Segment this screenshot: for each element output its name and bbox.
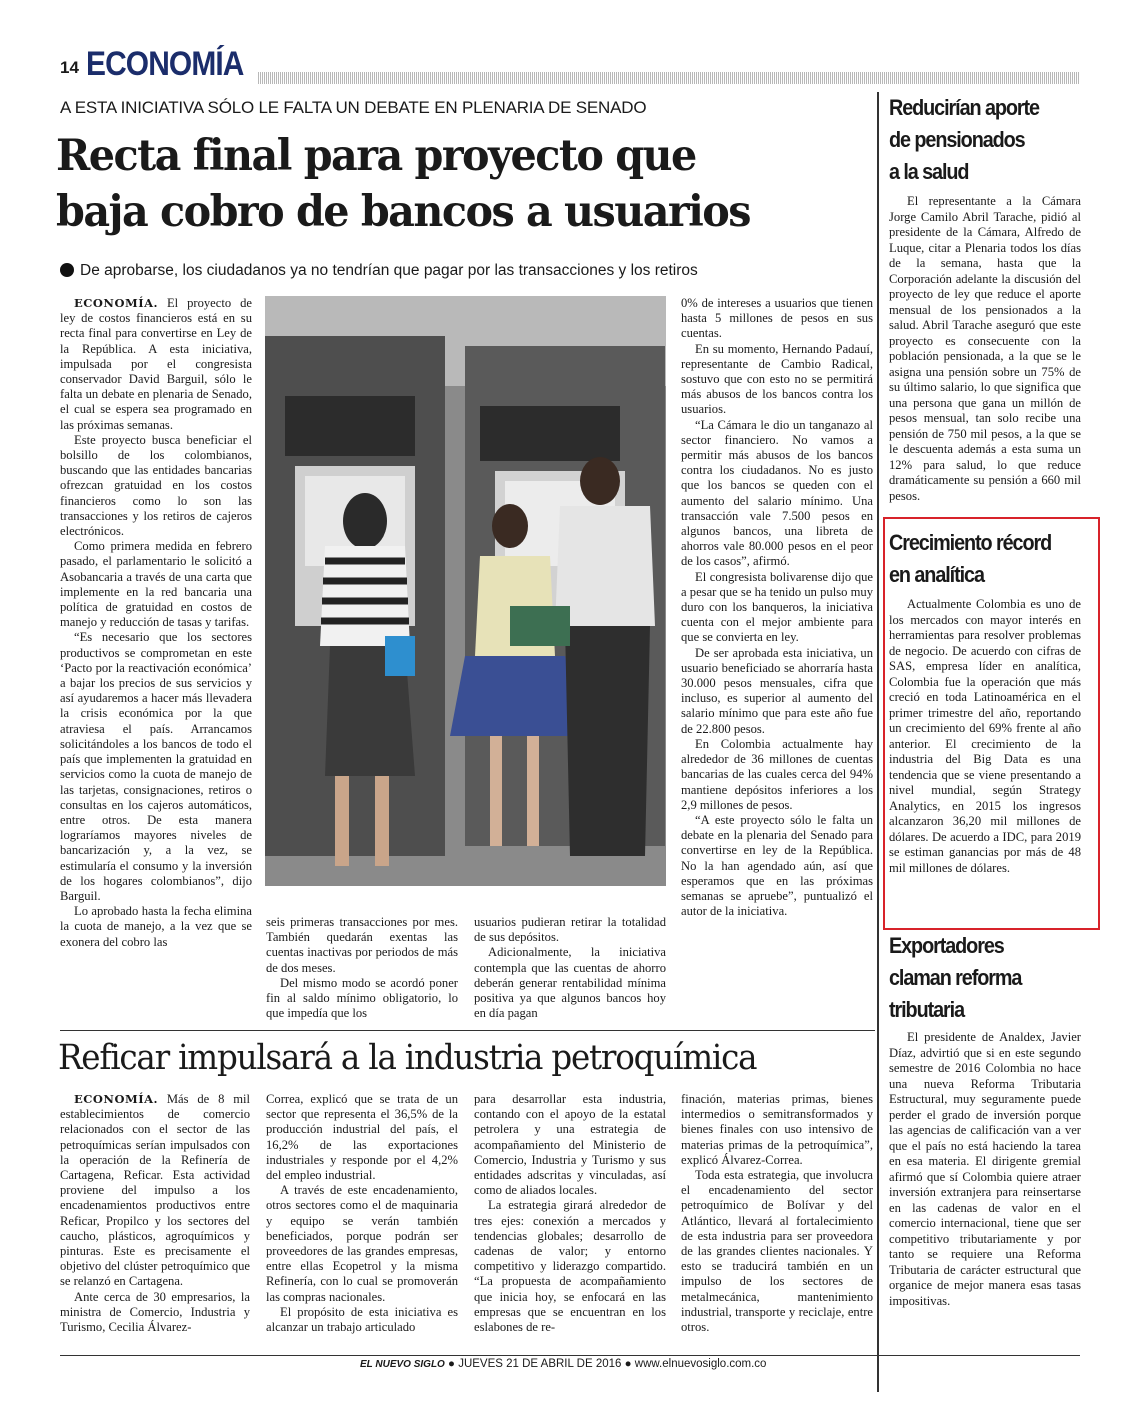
footer-date: JUEVES 21 DE ABRIL DE 2016 (458, 1358, 622, 1370)
headline-line: de pensionados (889, 127, 1025, 152)
headline-line: Crecimiento récord (889, 530, 1052, 555)
paragraph: El representante a la Cámara Jorge Camilo Abril Tarache, pidió al presidente de la Cámara, Alfredo de Luque, citar a Plenaria todos los días de la semana, hasta que la Corporación adelante la discusión del proyecto de ley que reduce el aporte mensual de los pensionados a la salud. Abril Tarache aseguró que este proyecto es consecuente con la población pensionada, a la que se le asigna una pensión sobre un 75% de su último salario, lo que significa que una persona que gana un millón de pesos mensual, tan solo recibe una pensión de 750 mil pesos, a la que se le descuenta además a esta suma un 12% para salud, lo que reduce dramáticamente su pensión a 660 mil pesos. (889, 194, 1081, 503)
paragraph: En Colombia actualmente hay alrededor de 36 millones de cuentas bancarias de las cuales cerca del 94% mantiene depósitos inferiores a los 2,9 millones de pesos. (681, 736, 873, 812)
main-col-4 (681, 296, 873, 1026)
sidebar-headline (889, 527, 1062, 591)
bullet-icon (60, 263, 74, 277)
article-divider (60, 1030, 875, 1031)
paragraph: Este proyecto busca beneficiar el bolsillo de los colombianos, buscando que las entidades bancarias ofrezcan gratuidad en los costos financieros como lo son las transacciones y los retiros de cajeros electrónicos. (60, 432, 252, 539)
paragraph: usuarios pudieran retirar la totalidad de sus depósitos. (474, 915, 666, 945)
headline-line: a la salud (889, 159, 969, 184)
sidebar-article-exporters (889, 930, 1081, 1375)
paragraph: finación, materias primas, bienes intermedios o semitransformados y bienes finales con uso intensivo de materias primas de la petroquímica”, explicó Álvarez-Correa. (681, 1092, 873, 1167)
footer-url: www.elnuevosiglo.com.co (634, 1358, 767, 1370)
paragraph: La estrategia girará alrededor de tres ejes: conexión a mercados y tendencias globales; desarrollo de cadenas de valor; y entorno competitivo y liderazgo compartido. “La propuesta de acompañamiento que inicia hoy, se enfocará en las empresas que se encuentran en los eslabones de re- (474, 1198, 666, 1335)
paragraph: En su momento, Hernando Padauí, representante de Cambio Radical, sostuvo que con esto no se permitirá más abusos de los bancos contra los usuarios. (681, 341, 873, 417)
paragraph: De ser aprobada esta iniciativa, un usuario beneficiado se ahorraría hasta 30.000 pesos mensuales, cifra que incluso, es superior al aumento del salario mínimo que para este año fue de 22.800 pesos. (681, 645, 873, 736)
paragraph (60, 1092, 250, 1290)
headline-line: Reducirían aporte (889, 95, 1039, 120)
headline-line: tributaria (889, 997, 965, 1022)
paragraph: “Es necesario que los sectores productivos se comprometan en este ‘Pacto por la reactivación económica’ a bajar los precios de sus servicios y así ayudaremos a hacer más llevadera la crisis económica por la que atraviesa el país. Arrancamos solicitándoles a los bancos de todo el país que implementen la gratuidad en servicios como la cuota de manejo de las tarjetas, consignaciones, retiros o consultas en los cajeros automáticos, entre otros. De esta manera lograríamos mayores niveles de bancarización y, a la vez, se estimularía el consumo y la inversión de los hogares colombianos”, dijo Barguil. (60, 630, 252, 903)
paragraph: seis primeras transacciones por mes. También quedarán exentas las cuentas inactivas por periodos de más de dos meses. (266, 915, 458, 975)
subhead (60, 262, 698, 280)
second-col-3 (474, 1092, 666, 1354)
headline-line: claman reforma (889, 965, 1022, 990)
page-number: 14 (60, 58, 79, 77)
paragraph: El presidente de Analdex, Javier Díaz, advirtió que si en este segundo semestre de 2016 Colombia no hace una nueva Reforma Tributaria Estructural, muy seguramente puede perder el grado de inversión porque las agencias de calificación van a ver que el país no está haciendo la tarea en esa materia. El dirigente gremial afirmó que sí Colombia quiere atraer inversión extranjera para reinsertarse en las cadenas de valor en el comercio internacional, tiene que ser competitivo tributariamente y por tanto se requiere una Reforma Tributaria de carácter estructural que organice de mejor manera esas tasas impositivas. (889, 1030, 1081, 1308)
sidebar-body (889, 1030, 1081, 1375)
section-title: ECONOMÍA (86, 45, 244, 83)
paragraph: 0% de intereses a usuarios que tienen hasta 5 millones de pesos en sus cuentas. (681, 296, 873, 341)
kicker: ECONOMÍA. (74, 1092, 159, 1106)
bullet-icon: ● (624, 1358, 632, 1370)
paragraph: Como primera medida en febrero pasado, el parlamentario le solicitó a Asobancaria a través de una carta que implemente en la red bancaria una política de gratuidad en costos de manejo y reducción de tasas y tarifas. (60, 539, 252, 630)
footer-rule (60, 1355, 1080, 1356)
paragraph: Lo aprobado hasta la fecha elimina la cuota de manejo, a la vez que se exonera del cobro las (60, 904, 252, 949)
paragraph: Ante cerca de 30 empresarios, la ministra de Comercio, Industria y Turismo, Cecilia Álvarez- (60, 1289, 250, 1335)
overline: A ESTA INICIATIVA SÓLO LE FALTA UN DEBATE EN PLENARIA DE SENADO (60, 98, 647, 117)
sidebar-headline (889, 92, 1062, 188)
headline-line-1: Recta final para proyecto que (56, 131, 696, 181)
second-col-1 (60, 1092, 250, 1354)
paragraph: A través de este encadenamiento, otros sectores como el de maquinaria y equipo se verán también beneficiados, porque podrán ser proveedores de las grandes empresas, entre ellas Ecopetrol y la misma Refinería, con lo cual se promoverán las compras nacionales. (266, 1183, 458, 1304)
sidebar-body (889, 597, 1081, 917)
footer-paper: EL NUEVO SIGLO (360, 1359, 445, 1370)
paragraph (60, 296, 252, 433)
main-col-2 (266, 915, 458, 1025)
column-divider (877, 92, 879, 1392)
second-col-2 (266, 1092, 458, 1354)
header-band (258, 72, 1080, 84)
paragraph: El congresista bolivarense dijo que a pesar que se ha tenido un pulso muy duro con los banqueros, la iniciativa cuenta con el mejor ambiente para que se convierta en ley. (681, 569, 873, 645)
paragraph: Del mismo modo se acordó poner fin al saldo mínimo obligatorio, lo que impedía que los (266, 975, 458, 1021)
sidebar-article-analytics (889, 527, 1081, 917)
kicker: ECONOMÍA. (74, 296, 159, 310)
paragraph: Actualmente Colombia es uno de los mercados con mayor interés en herramientas para resolver problemas de negocio. De acuerdo con cifras de SAS, empresa líder en analítica, Colombia fue la operación que más creció en toda Latinoamérica en el primer trimestre del año, reportando un crecimiento del 69% frente al año anterior. El crecimiento de la industria del Big Data es una tendencia que se viene presentando a nivel mundial, según Strategy Analytics, en 2015 los ingresos alcanzaron 36,20 mil millones de dólares. De acuerdo a IDC, para 2019 se estiman ganancias por más de 48 mil millones de dólares. (889, 597, 1081, 875)
paragraph: Correa, explicó que se trata de un sector que representa el 36,5% de la producción industrial del país, el 16,2% de las exportaciones industriales y responde por el 4,2% del empleo industrial. (266, 1092, 458, 1183)
paragraph: Toda esta estrategia, que involucra el encadenamiento del sector petroquímico de Bolívar y del Atlántico, llevará al fortalecimiento de esta industria para ser proveedora de las grandes clientes nacionales. Y esto se traducirá también en un impulso de los sectores de metalmecánica, mantenimiento industrial, transporte y reciclaje, entre otros. (681, 1168, 873, 1335)
subhead-text: De aprobarse, los ciudadanos ya no tendrían que pagar por las transacciones y los retiros (80, 262, 698, 279)
atm-photo (265, 296, 666, 886)
sidebar-article-pensions (889, 92, 1081, 512)
paragraph: El propósito de esta iniciativa es alcanzar un trabajo articulado (266, 1304, 458, 1335)
bullet-icon: ● (448, 1358, 455, 1370)
second-headline: Reficar impulsará a la industria petroquímica (58, 1038, 757, 1078)
paragraph-text: El proyecto de ley de costos financieros está en su recta final para convertirse en Ley de la República. A esta iniciativa, impulsada por el congresista conservador David Barguil, sólo le falta un debate en plenaria de Senado, el cual se espera sea programado en las próximas semanas. (60, 296, 252, 432)
paragraph-text: Más de 8 mil establecimientos de comercio relacionados con el sector de las petroquímicas serían impulsados con la operación de la Refinería de Cartagena, Reficar. Esta actividad proviene del impulso a los encadenamientos productivos entre Reficar, Propilco y los sectores del caucho, plásticos, agroquímicos y pinturas. Este es precisamente el objetivo del clúster petroquímico que se relanzó en Cartagena. (60, 1092, 250, 1289)
footer (360, 1358, 766, 1370)
paragraph: para desarrollar esta industria, contando con el apoyo de la estatal petrolera y una estrategia de acompañamiento del Ministerio de Comercio, Industria y Turismo y sus entidades adscritas y vinculadas, así como de aliados locales. (474, 1092, 666, 1198)
paragraph: “A este proyecto sólo le falta un debate en la plenaria del Senado para convertirse en ley de la República. No la han agendado aún, así que esperamos que en las próximas semanas se apruebe”, puntualizó el autor de la iniciativa. (681, 812, 873, 919)
headline-line: en analítica (889, 562, 984, 587)
sidebar-body (889, 194, 1081, 512)
headline-line-2: baja cobro de bancos a usuarios (56, 187, 750, 237)
photo-illustration (265, 296, 666, 886)
sidebar-headline (889, 930, 1062, 1026)
paragraph: Adicionalmente, la iniciativa contempla que las cuentas de ahorro deberán generar rentabilidad mínima positiva ya que algunos bancos hoy en día pagan (474, 945, 666, 1021)
main-col-3 (474, 915, 666, 1025)
second-col-4 (681, 1092, 873, 1354)
headline-line: Exportadores (889, 933, 1004, 958)
headline (56, 128, 750, 240)
paragraph: “La Cámara le dio un tanganazo al sector financiero. No vamos a permitir más abusos de los bancos contra los ciudadanos. No es justo que los bancos se queden con el aumento del salario mínimo. Una transacción vale 7.500 pesos en algunos bancos, una libreta de ahorros vale 80.000 pesos en el peor de los casos”, afirmó. (681, 417, 873, 569)
main-col-1 (60, 296, 252, 1024)
